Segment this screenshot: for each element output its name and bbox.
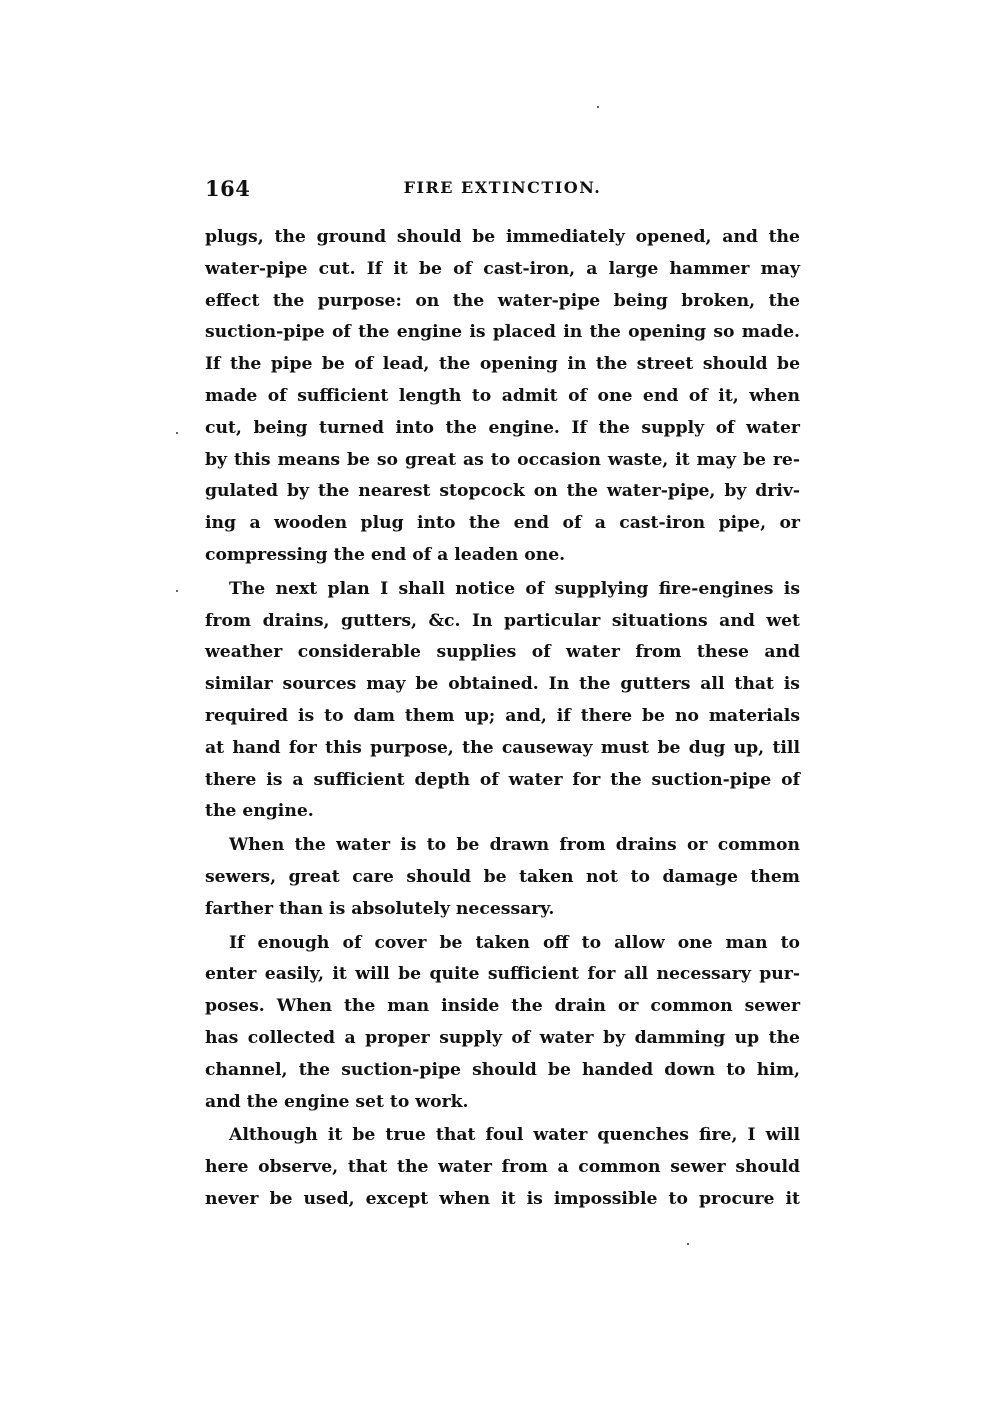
paragraph	[205, 928, 800, 1119]
speck-mark	[176, 590, 178, 592]
text-line: there is a sufficient depth of water for the suction-pipe of	[205, 769, 800, 790]
text-line: poses. When the man inside the drain or common sewer	[205, 996, 800, 1017]
text-line: water-pipe cut. If it be of cast-iron, a large hammer may	[205, 258, 800, 279]
text-line: sewers, great care should be taken not to damage them	[205, 866, 800, 887]
text-line: farther than is absolutely necessary.	[205, 898, 555, 919]
text-line: here observe, that the water from a common sewer should	[205, 1157, 800, 1178]
text-line: If enough of cover be taken off to allow one man to	[229, 932, 800, 953]
paragraph	[205, 830, 800, 925]
paragraph	[205, 574, 800, 828]
text-line: gulated by the nearest stopcock on the water-pipe, by driv-	[205, 481, 800, 502]
text-line: plugs, the ground should be immediately opened, and the	[205, 227, 800, 247]
body-text	[205, 222, 800, 1218]
text-line: weather considerable supplies of water from these and	[205, 642, 800, 663]
speck-mark	[687, 1243, 689, 1245]
text-line: suction-pipe of the engine is placed in the opening so made.	[205, 322, 800, 343]
page-number: 164	[205, 176, 251, 201]
paragraph	[205, 1120, 800, 1215]
text-line: cut, being turned into the engine. If the supply of water	[205, 417, 800, 438]
text-line: similar sources may be obtained. In the gutters all that is	[205, 674, 800, 695]
text-line: When the water is to be drawn from drains or common	[229, 835, 800, 856]
text-line: channel, the suction-pipe should be handed down to him,	[205, 1059, 800, 1080]
text-line: has collected a proper supply of water by damming up the	[205, 1027, 800, 1048]
page-header	[205, 176, 800, 208]
text-line: never be used, except when it is impossible to procure it	[205, 1188, 800, 1209]
text-line: the engine.	[205, 801, 314, 822]
text-line: at hand for this purpose, the causeway must be dug up, till	[205, 737, 800, 758]
text-line: effect the purpose: on the water-pipe being broken, the	[205, 290, 800, 311]
running-head: FIRE EXTINCTION.	[403, 178, 602, 197]
text-line: by this means be so great as to occasion waste, it may be re-	[205, 449, 800, 470]
text-line: enter easily, it will be quite sufficient for all necessary pur-	[205, 964, 800, 985]
speck-mark	[597, 106, 599, 108]
text-line: The next plan I shall notice of supplying fire-engines is	[229, 578, 800, 599]
paragraph	[205, 222, 800, 572]
text-line: required is to dam them up; and, if there be no materials	[205, 705, 800, 726]
speck-mark	[176, 432, 178, 434]
text-line: If the pipe be of lead, the opening in the street should be	[205, 354, 800, 375]
text-line: made of sufficient length to admit of one end of it, when	[205, 385, 800, 406]
text-line: from drains, gutters, &c. In particular situations and wet	[205, 610, 800, 631]
text-line: Although it be true that foul water quenches fire, I will	[229, 1125, 800, 1146]
text-line: compressing the end of a leaden one.	[205, 544, 566, 565]
text-line: and the engine set to work.	[205, 1091, 469, 1112]
text-line: ing a wooden plug into the end of a cast-iron pipe, or	[205, 513, 800, 534]
